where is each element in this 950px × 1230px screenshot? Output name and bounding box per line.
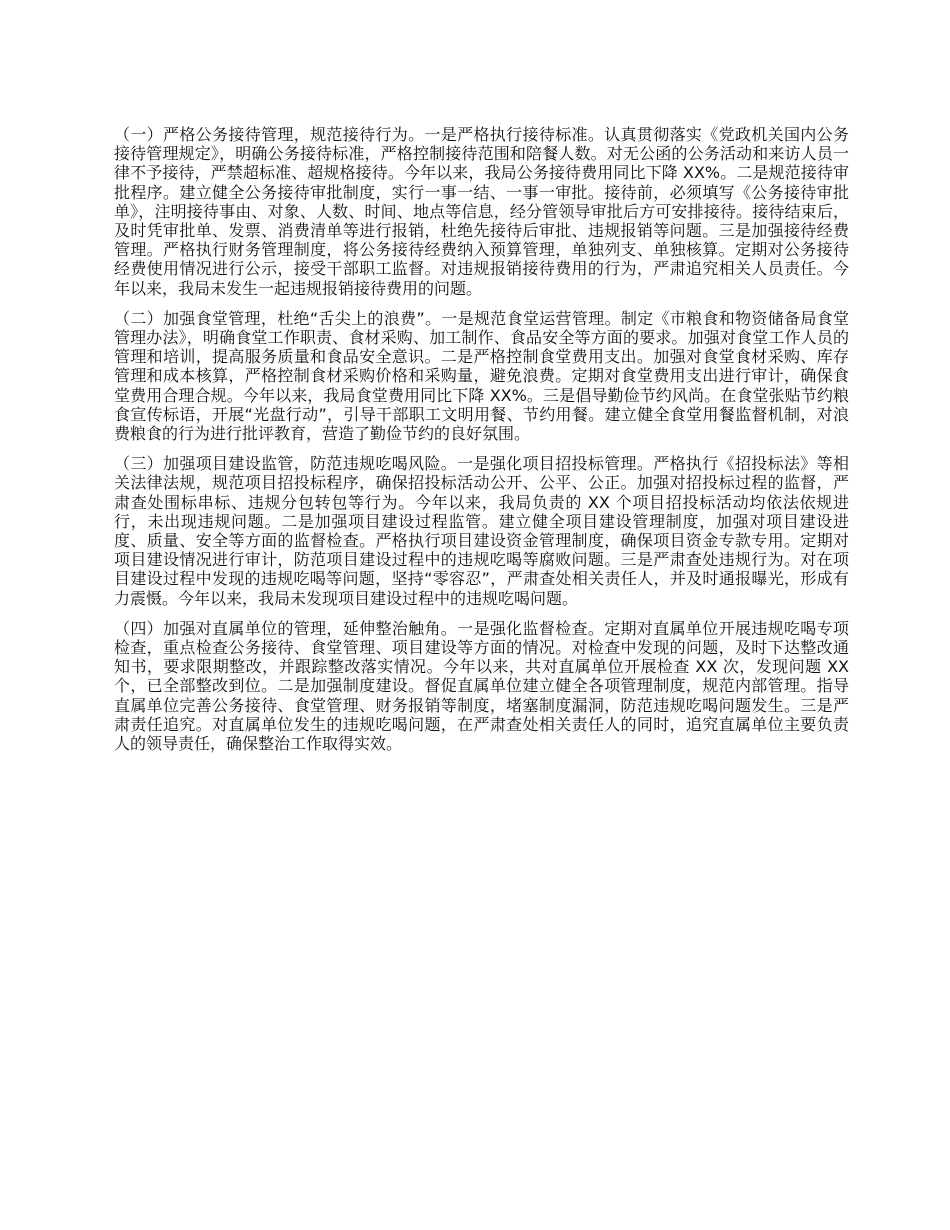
paragraph-3-project-supervision: （三）加强项目建设监管，防范违规吃喝风险。一是强化项目招投标管理。严格执行《招投标法》等相关法律法规，规范项目招投标程序，确保招投标活动公开、公平、公正。加强对招投标过程的监督，严肃查处围标串标、违规分包转包等行为。今年以来，我局负责的 XX 个项目招投标活动均依法依规进行，未出现违规问题。二是加强项目建设过程监管。建立健全项目建设管理制度，加强对项目建设进度、质量、安全等方面的监督检查。严格执行项目建设资金管理制度，确保项目资金专款专用。定期对项目建设情况进行审计，防范项目建设过程中的违规吃喝等腐败问题。三是严肃查处违规行为。对在项目建设过程中发现的违规吃喝等问题，坚持“零容忍”，严肃查处相关责任人，并及时通报曝光，形成有力震慑。今年以来，我局未发现项目建设过程中的违规吃喝问题。 (114, 454, 849, 608)
paragraph-1-official-reception: （一）严格公务接待管理，规范接待行为。一是严格执行接待标准。认真贯彻落实《党政机关国内公务接待管理规定》，明确公务接待标准，严格控制接待范围和陪餐人数。对无公函的公务活动和来访人员一律不予接待，严禁超标准、超规格接待。今年以来，我局公务接待费用同比下降 XX%。二是规范接待审批程序。建立健全公务接待审批制度，实行一事一结、一事一审批。接待前，必须填写《公务接待审批单》，注明接待事由、对象、人数、时间、地点等信息，经分管领导审批后方可安排接待。接待结束后，及时凭审批单、发票、消费清单等进行报销，杜绝先接待后审批、违规报销等问题。三是加强接待经费管理。严格执行财务管理制度，将公务接待经费纳入预算管理，单独列支、单独核算。定期对公务接待经费使用情况进行公示，接受干部职工监督。对违规报销接待费用的行为，严肃追究相关人员责任。今年以来，我局未发生一起违规报销接待费用的问题。 (114, 125, 849, 298)
paragraph-4-affiliated-units: （四）加强对直属单位的管理，延伸整治触角。一是强化监督检查。定期对直属单位开展违规吃喝专项检查，重点检查公务接待、食堂管理、项目建设等方面的情况。对检查中发现的问题，及时下达整改通知书，要求限期整改，并跟踪整改落实情况。今年以来，共对直属单位开展检查 XX 次，发现问题 XX 个，已全部整改到位。二是加强制度建设。督促直属单位建立健全各项管理制度，规范内部管理。指导直属单位完善公务接待、食堂管理、财务报销等制度，堵塞制度漏洞，防范违规吃喝问题发生。三是严肃责任追究。对直属单位发生的违规吃喝问题，在严肃查处相关责任人的同时，追究直属单位主要负责人的领导责任，确保整治工作取得实效。 (114, 618, 849, 754)
document-body (114, 125, 849, 764)
paragraph-2-canteen-management: （二）加强食堂管理，杜绝“舌尖上的浪费”。一是规范食堂运营管理。制定《市粮食和物资储备局食堂管理办法》，明确食堂工作职责、食材采购、加工制作、食品安全等方面的要求。加强对食堂工作人员的管理和培训，提高服务质量和食品安全意识。二是严格控制食堂费用支出。加强对食堂食材采购、库存管理和成本核算，严格控制食材采购价格和采购量，避免浪费。定期对食堂费用支出进行审计，确保食堂费用合理合规。今年以来，我局食堂费用同比下降 XX%。三是倡导勤俭节约风尚。在食堂张贴节约粮食宣传标语，开展“光盘行动”，引导干部职工文明用餐、节约用餐。建立健全食堂用餐监督机制，对浪费粮食的行为进行批评教育，营造了勤俭节约的良好氛围。 (114, 308, 849, 444)
